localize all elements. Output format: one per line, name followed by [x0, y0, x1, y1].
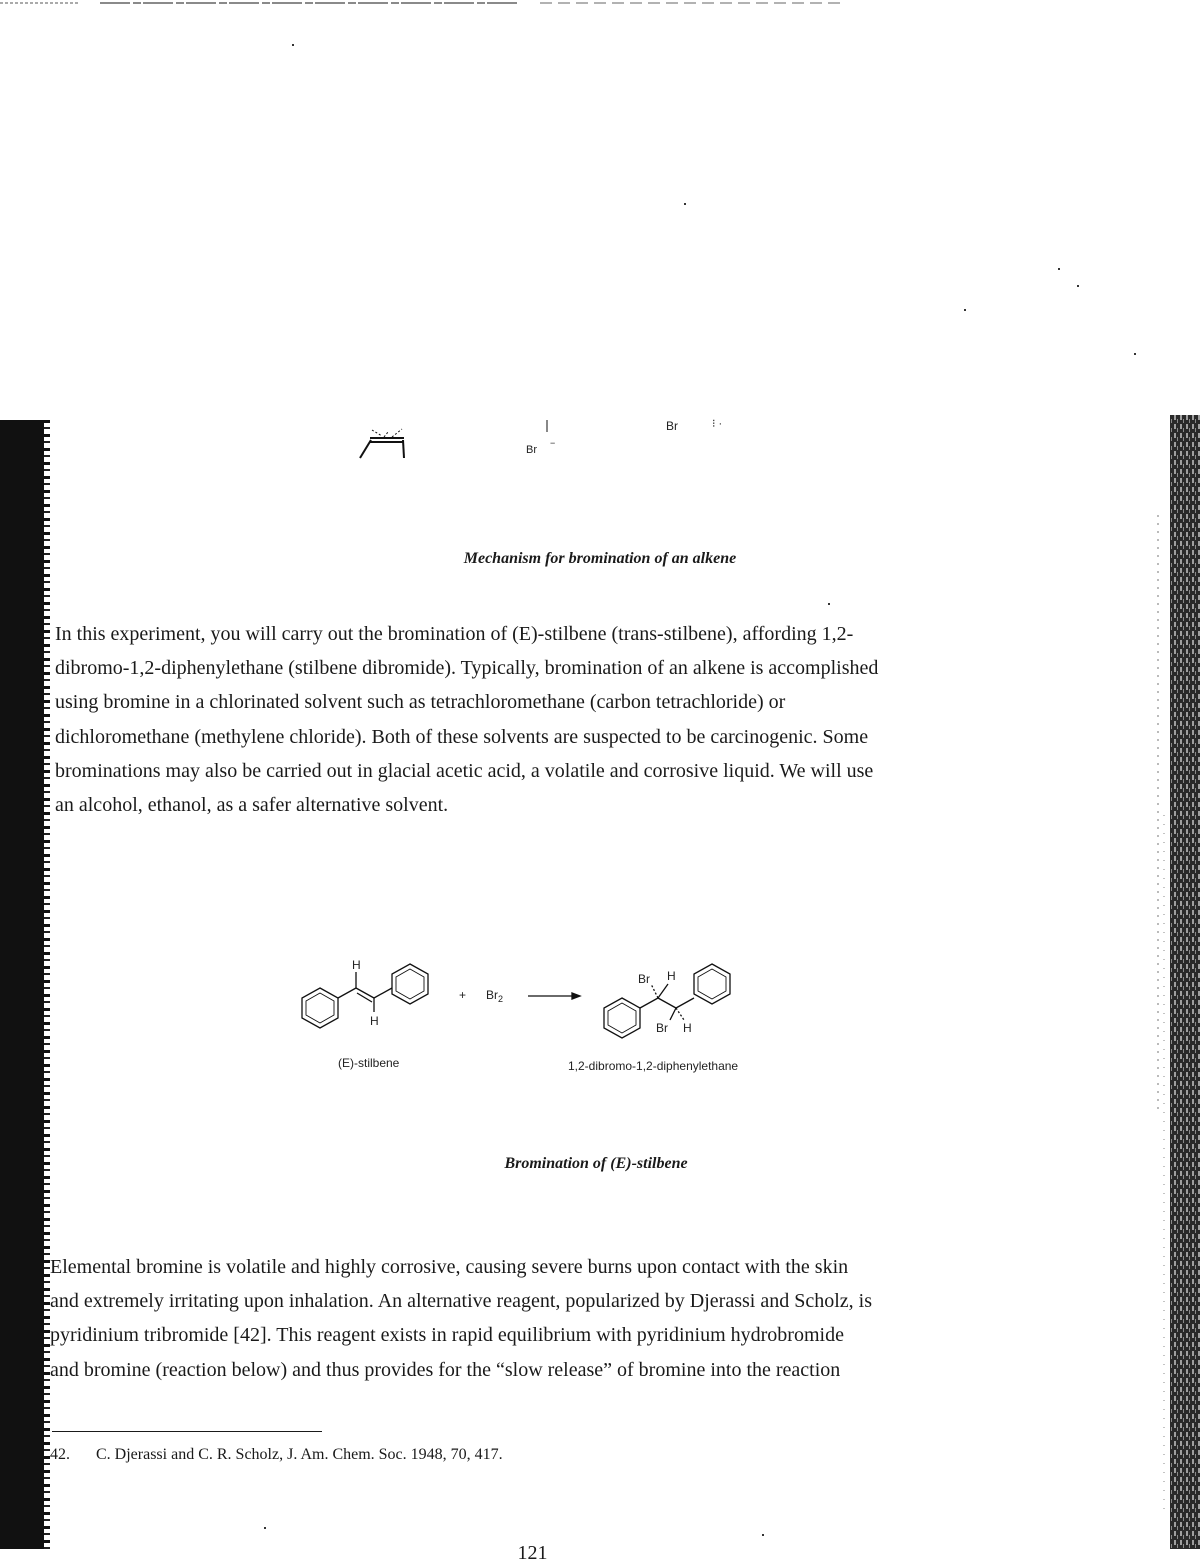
phenyl-ring-icon	[392, 964, 428, 1004]
h-label-bottom: H	[370, 1014, 379, 1028]
mechanism-caption: Mechanism for bromination of an alkene	[463, 550, 737, 567]
plus-sign: +	[459, 988, 467, 1002]
footnote-text: C. Djerassi and C. R. Scholz, J. Am. Chem. Soc. 1948, 70, 417.	[96, 1446, 503, 1463]
paragraph-line: In this experiment, you will carry out the bromination of (E)-stilbene (trans-stilbene), affording 1,2-	[55, 623, 854, 645]
product-br-bottom: Br	[656, 1021, 668, 1035]
scan-speck	[292, 44, 294, 46]
scan-left-edge	[0, 420, 44, 1549]
scan-speck	[264, 1527, 266, 1529]
scan-speck	[1077, 285, 1079, 287]
scan-top-artifact	[0, 0, 1200, 10]
product-label: 1,2-dibromo-1,2-diphenylethane	[568, 1059, 739, 1073]
paragraph-line: Elemental bromine is volatile and highly corrosive, causing severe burns upon contact with the skin	[50, 1256, 849, 1278]
mechanism-fragment: ⁝ ·	[712, 418, 723, 430]
scan-right-edge	[1150, 415, 1200, 1549]
paragraph-line: pyridinium tribromide [42]. This reagent exists in rapid equilibrium with pyridinium hydrobromide	[50, 1324, 844, 1347]
product-br-top: Br	[638, 972, 650, 986]
paragraph-bromine	[50, 1250, 1025, 1387]
paragraph-line: dichloromethane (methylene chloride). Both of these solvents are suspected to be carcinogenic. Some	[55, 725, 869, 748]
paragraph-line: and bromine (reaction below) and thus provides for the “slow release” of bromine into the reaction	[50, 1358, 841, 1381]
mechanism-charge: −	[550, 438, 556, 448]
paragraph-line: an alcohol, ethanol, as a safer alternative solvent.	[55, 794, 449, 817]
scan-speck	[828, 603, 830, 605]
phenyl-ring-icon	[604, 998, 640, 1038]
paragraph-line: using bromine in a chlorinated solvent such as tetrachloromethane (carbon tetrachloride) or	[55, 691, 786, 714]
footnote-number: 42.	[50, 1446, 70, 1463]
footnote-rule	[52, 1431, 322, 1432]
paragraph-intro	[55, 617, 1035, 822]
phenyl-ring-icon	[302, 988, 338, 1028]
mechanism-br-mid: Br	[526, 444, 537, 456]
scan-speck	[964, 309, 966, 311]
alkene-pi-complex-icon	[360, 429, 404, 458]
reagent-label: $Br_2$	[486, 988, 504, 1004]
paragraph-line: brominations may also be carried out in glacial acetic acid, a volatile and corrosive liquid. We will use	[55, 759, 874, 782]
mechanism-br-right: Br	[666, 419, 678, 433]
product-h-bottom: H	[683, 1021, 692, 1035]
scan-speck	[684, 203, 686, 205]
paragraph-line: and extremely irritating upon inhalation. An alternative reagent, popularized by Djerassi and Scholz, is	[50, 1290, 872, 1313]
stilbene-caption: Bromination of (E)-stilbene	[504, 1155, 688, 1172]
footnote	[50, 1446, 503, 1464]
scan-speck	[1058, 268, 1060, 270]
product-h-top: H	[667, 969, 676, 983]
stilbene-reaction-scheme	[290, 950, 790, 1080]
paragraph-line: dibromo-1,2-diphenylethane (stilbene dibromide). Typically, bromination of an alkene is accomplished	[55, 657, 879, 680]
reaction-arrow-icon	[528, 993, 580, 999]
mechanism-figure	[340, 410, 760, 470]
scan-speck	[762, 1534, 764, 1536]
scan-speck	[1134, 353, 1136, 355]
reactant-label: (E)-stilbene	[338, 1056, 400, 1070]
h-label-top: H	[352, 958, 361, 972]
phenyl-ring-icon	[694, 964, 730, 1004]
page-number: 121	[517, 1542, 548, 1564]
